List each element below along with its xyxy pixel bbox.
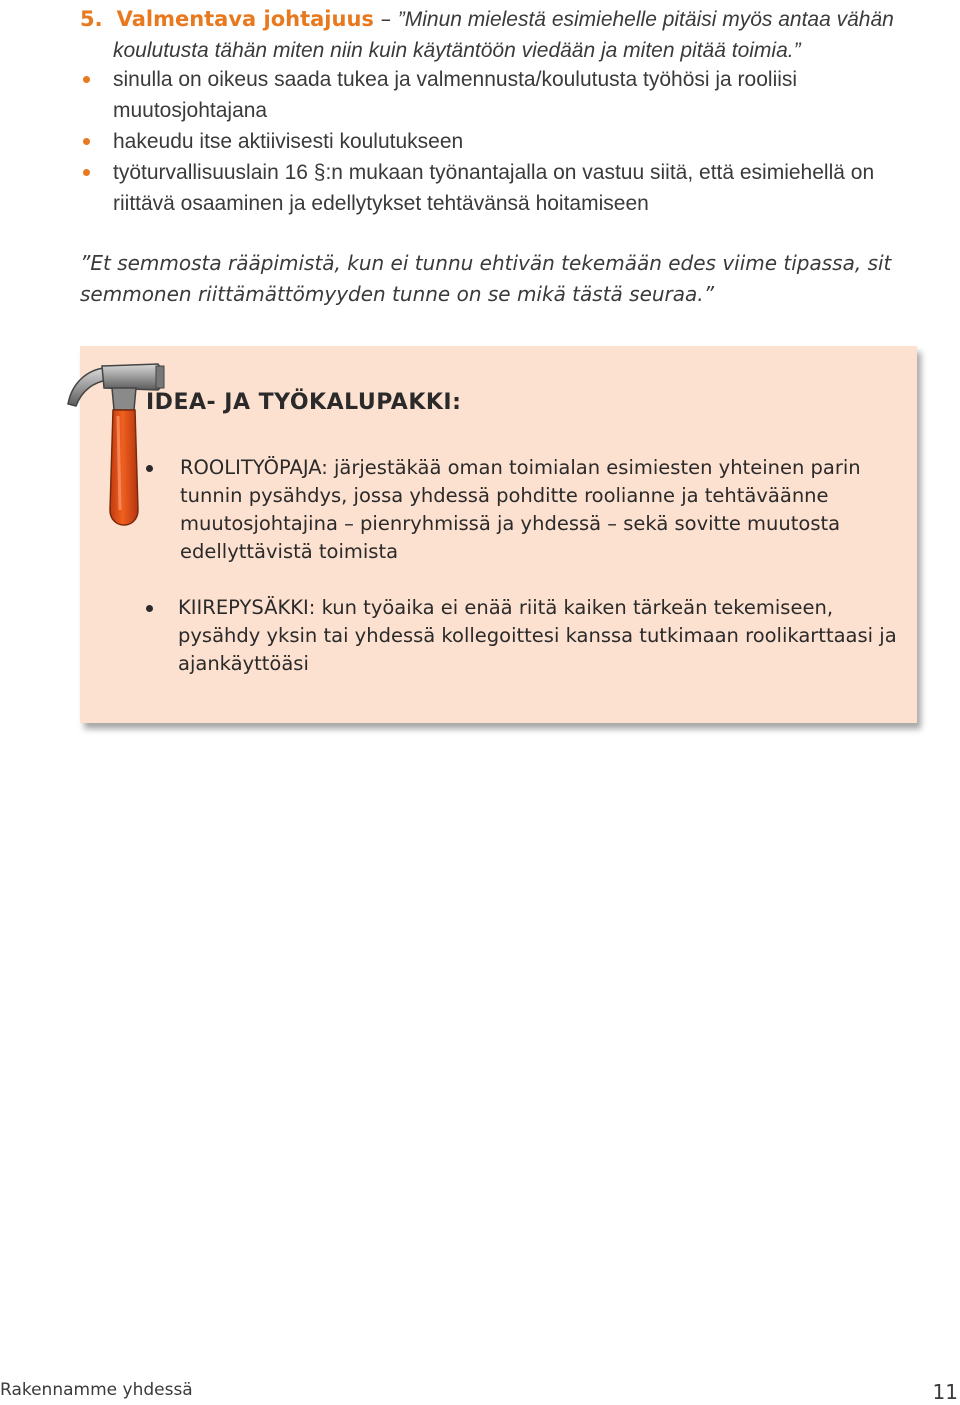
section-heading (80, 4, 920, 66)
bullet-text: sinulla on oikeus saada tukea ja valmennusta/koulutusta työhösi ja rooliisi muutosjohtajana (113, 68, 798, 122)
footer-publication: Rakennamme yhdessä (0, 1380, 193, 1400)
list-item (80, 64, 920, 126)
bullet-icon (83, 138, 90, 145)
section-title: Valmentava johtajuus (116, 7, 374, 31)
bullet-icon (83, 169, 90, 176)
section-quote-line2: koulutusta tähän miten niin kuin käytäntöön viedään ja miten pitää toimia.” (113, 39, 801, 62)
list-item (140, 454, 900, 566)
bullet-text: hakeudu itse aktiivisesti koulutukseen (113, 130, 464, 153)
section-dash: – (373, 7, 398, 31)
idea-item-text: KIIREPYSÄKKI: kun työaika ei enää riitä kaiken tärkeän tekemiseen, pysähdy yksin tai yhdessä kollegoittesi kanssa tutkimaan roolikarttaasi ja ajankäyttöäsi (178, 596, 897, 675)
bullet-list (80, 64, 920, 219)
idea-item-text: ROOLITYÖPAJA: järjestäkää oman toimialan esimiesten yhteinen parin tunnin pysähdys, jossa yhdessä pohditte roolianne ja tehtäväänne muutosjohtajina – pienryhmissä ja yhdessä – sekä sovitte muutosta edellyttävistä toimista (180, 456, 861, 563)
bullet-text: työturvallisuuslain 16 §:n mukaan työnantajalla on vastuu siitä, että esimiehellä on riittävä osaaminen ja edellytykset tehtävänsä hoitamiseen (113, 161, 875, 215)
bullet-icon (146, 465, 153, 472)
page-number: 11 (932, 1380, 958, 1404)
bullet-icon (83, 76, 90, 83)
list-item (80, 126, 920, 157)
idea-box-title: IDEA- JA TYÖKALUPAKKI: (146, 390, 462, 415)
idea-list (140, 454, 900, 678)
idea-toolkit-box (80, 346, 917, 723)
interview-quote: ”Et semmosta rääpimistä, kun ei tunnu ehtivän tekemään edes viime tipassa, sit semmonen riittämättömyyden tunne on se mikä tästä seuraa.” (80, 251, 892, 306)
section-quote-line1: ”Minun mielestä esimiehelle pitäisi myös antaa vähän (397, 8, 894, 31)
list-item (80, 157, 920, 219)
list-item (140, 594, 900, 678)
section-number: 5. (80, 7, 103, 31)
bullet-icon (146, 605, 153, 612)
